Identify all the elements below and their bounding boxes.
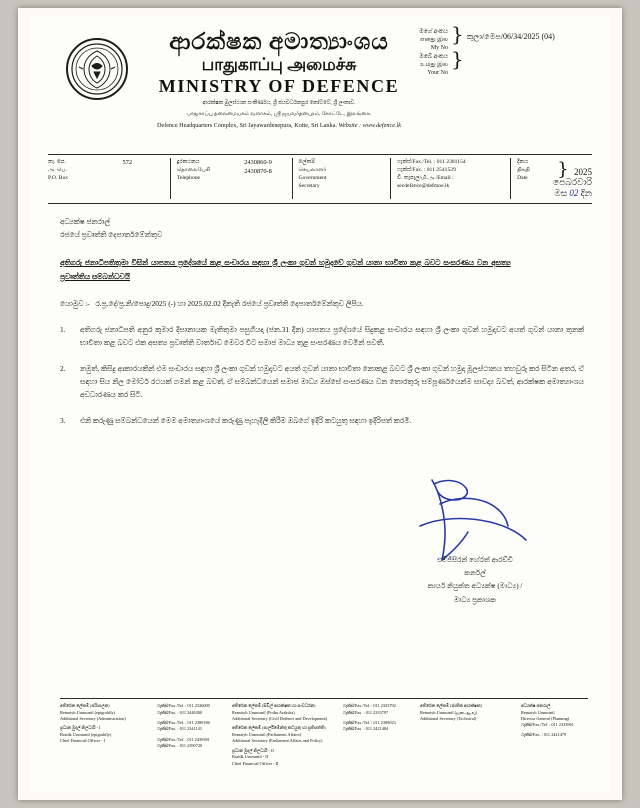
addressee-line-1: අධ්‍යක්ෂ ජනරාල් [60,217,111,226]
ministry-title-block [134,30,424,129]
paragraph-1 [60,324,584,350]
secretary-label-ta: செயலாளர் [298,167,327,174]
footer-line: Chief Financial Officer - II [232,760,279,766]
date-value [553,158,592,199]
footer-line: Braidk Urunurnil (epigrahfly) [60,731,112,737]
title-tamil: பாதுகாப்பு அமைச்சு [201,55,357,75]
footer-entry [521,703,583,729]
paragraph-3 [60,415,584,428]
addressee-line-2: රජයේ ප්‍රවෘත්ති දෙපාර්තමේන්තුව [60,229,163,239]
paragraph-3-text: එනි කරුණු සම්බන්ධයෙන් මෙම අමාත්‍යාංශයේ කරුණු පැහැදිලි කිරීම ඔබගේ ඉදිරි කටයුතු සඳහා ඉදිරිපත් කරමි. [80,415,412,425]
website-url: www.defence.lk [362,122,401,130]
footer-contact: ෆැක්ස්/Fax. : 011 2341141 [157,726,202,732]
footer-contact: ෆැක්ස්/Fax./Tel. : 011 2333961 [521,722,574,728]
footer-line: Additional Secretary (Civil Defence and Development) [232,715,328,721]
footer-column-2 [157,703,232,770]
pobox-value: 572 [122,159,133,166]
title-sinhala: ආරක්ෂක අමාත්‍යාංශය [169,29,389,54]
signatory-title-1: කාර්ය නියුක්ත අධ්‍යක්ෂ (මාධ්‍ය) / [427,582,523,591]
telephone-labels [170,158,244,199]
reference-text: ර.ප්‍ර.දේ/ප්‍ර.නි/පොදු/2025 (-) හා 2025.02.02 දිනැති රජයේ ප්‍රවෘත්ති දෙපාර්තමේන්තුව ලිපිය. [95,299,364,309]
footer-line: අතිරේක ලේකම් (ජාතික ආරක්ෂක) [420,703,482,709]
footer-entry [232,748,338,767]
date-prefix: 2025 පෙබරවාරි මස [553,167,592,198]
footer-contact: ෆැක්ස්/Fax./Tel. : 011 2389186 [157,719,210,725]
footer-line: Remaiyh Urunurnil (epigrahfly) [60,709,116,715]
footer-column-5 [420,703,521,770]
pobox-label-en: P.O. Box [48,175,69,182]
secretary-label-si: ලේකම් [298,159,316,165]
letter-sheet [30,16,610,792]
footer-line: Remaiyh Urunurnil (ஜன.ஆ.வ) [420,709,477,715]
telephone-value-2: 2430870-8 [244,168,272,176]
pobox-labels [48,158,122,199]
telephone-label-en: Telephone [176,175,201,182]
footer-contact: ෆැක්ස්/Fax./Tel. : 011 2333792 [343,703,396,709]
secretary-label-en2: Secretary [298,183,320,190]
footer-entry [232,725,338,744]
email-line[interactable]: වි. තැපෑල/மி.அ./Email : secdefence@defmoe.lk [397,175,454,190]
footer-column-4 [343,703,420,770]
reference-label: යොමුව :- [60,299,90,309]
paragraph-2-number: 2. [60,363,66,373]
my-no-labels [396,28,451,52]
footer-entry [60,725,152,744]
my-no-label-ta: எனது இல [419,37,448,44]
fax-line-2: ෆැක්ස්/Fax. : 011 2541529 [397,167,456,174]
subtitle-sinhala: ආරක්ෂක මුලස්ථාන සංකීර්ණය, ශ්‍රී ජයවර්ධනපුර කෝට්ටේ, ශ්‍රී ලංකාව. [202,99,356,106]
paragraph-2-text: නමුත්, කිසිදු ආකාරයකින් එම සංචාරය සඳහා ශ්‍රී ලංකා ගුවන් හමුදාවට අයත් ගුවන් යානා භාවිතා නොකළ බවට ශ්‍රී ලංකා ගුවන් හමුදා මූලස්ථානය තහවුරු කර සිටින අතර, ඒ සඳහා සිය නිල මෝටර් රථයක් ගමන් කළ බවත්, ඒ සම්බන්ධයෙන් සමාජ මාධ්‍ය ඔස්සේ සංසරණය වන තොරතුරු සම්පූර්ණයෙන්ම සාවද්‍ය බවත්, ආරක්ෂක අමාත්‍යාංශය අවධාරණය කර සිටී. [80,363,584,399]
footer-contact: ෆැක්ස්/Fax./Tel. : 011 2439381 [157,736,210,742]
footer-contact: ෆැක්ස්/Fax. : 011 2333797 [343,709,389,715]
footer-entry [232,703,338,722]
footer-column-3 [232,703,343,770]
date-label-si: දිනය [517,159,529,165]
signatory-rank: කර්නල් [464,569,486,578]
my-no-label-en: My No [430,45,448,52]
footer-line: ප්‍රධාන මුදල් නිලධාරි - I [60,725,101,731]
footer-line: අතිරේක ලේකම් (සිවිල් ආරක්ෂක හා සංවර්ධන) [232,703,316,709]
your-no-labels [396,53,451,77]
contact-strip [48,155,592,204]
my-no-label-si: මගේ අංකය [419,29,448,35]
footer-line: අතිරේක ලේකම් (පාර්ලිමේන්තු කටයුතු හා ප්‍රතිපත්ති) [232,725,326,731]
your-no-label-en: Your No [427,70,448,77]
subtitle-tamil: பாதுகாப்பு தலைமையகம் வளாகம், ஸ்ரீ ஜயவர்தனபுரம், கோட்டே, இலங்கை. [186,110,372,117]
national-emblem-icon [66,38,128,100]
paragraph-2 [60,363,584,402]
pobox-label-ta: அ. பெ. [48,167,67,174]
document-page [18,8,622,800]
my-no-row [396,22,592,52]
title-english: MINISTRY OF DEFENCE [158,75,400,96]
footer-contact: ෆැක්ස්/Fax. : 011 2421484 [343,726,389,732]
footer-contact: ෆැක්ස්/Fax. : 011 2446300 [157,709,203,715]
footer-line: Additional Secretary (Administration) [60,715,126,721]
address-english [134,122,424,129]
signatory-name: එම්ජිසිරන් හේරත් ආරච්චි [437,555,513,564]
address-text: Defence Headquarters Complex, Sri Jayawardenepura, Kotte, Sri Lanka. [157,122,337,130]
footer-entry [60,703,152,722]
footer-column-1 [60,703,157,770]
footer-line: Remaiyh Urunurnil [521,709,555,715]
website-label: Website : [338,122,362,130]
footer-contact: ෆැක්ස්/Fax./Tel. : 011 2326000 [157,703,210,709]
pobox-label-si: තැ. පෙ. [48,159,66,165]
signature-area [60,480,584,604]
telephone-value-1: 2430860-9 [244,159,272,166]
brace-icon: } [451,47,464,72]
date-labels [510,158,553,199]
footer-line: Remaiyh Urunurnil (Pothu Araksha) [232,709,295,715]
footer-contact: ෆැක්ස්/Fax./Tel. : 011 2389023 [343,719,396,725]
letter-body [60,216,584,604]
footer-column-6 [521,703,588,770]
footer-line: Additional Secretary (Parliament Affairs and Policy) [232,738,323,744]
fax-email-block [390,158,510,199]
my-no-value: කුලා/මෙප/06/34/2025 (04) [466,32,555,41]
footer-contact: ෆැක්ස්/Fax. : 011 2421479 [521,731,567,737]
your-no-label-si: ඔබේ අංකය [419,54,448,61]
footer-line: Additional Secretary (Technical) [420,715,477,721]
telephone-label-ta: தொலைபேசி [176,167,211,174]
secretary-label-en1: Government [298,175,327,182]
reference-block [396,22,592,79]
paragraph-1-number: 1. [60,324,66,334]
footer-entry [420,703,516,722]
footer-line: Director General (Planning) [521,715,570,721]
paragraph-3-number: 3. [60,415,66,425]
fax-line-1: ෆැක්ස්/Fax./Tel. : 011 2381154 [397,159,466,165]
your-no-label-ta: உமது இல [420,62,448,69]
footer-line: Chief Financial Officer - I [60,738,106,744]
brace-icon: } [557,159,569,180]
signature-block [360,554,590,607]
footer-line: Remaiyh Urunurnil (Parliament Affairs) [232,731,302,737]
brace-icon: } [451,22,464,46]
date-day: 02 [569,188,579,198]
telephone-values [244,158,291,199]
footer-line: ප්‍රධාන මුදල් නිලධාරි - II [232,747,274,753]
footer-line: අතිරේක ලේකම් (පරිපාලන) [60,703,110,709]
secretary-labels [292,158,391,199]
letter-reference-line [60,298,584,311]
letterhead-footer [60,698,588,770]
footer-contact: ෆැක්ස්/Fax. : 011 2390720 [157,743,203,749]
date-label-ta: திகதி [517,167,530,174]
telephone-label-si: දුරකථනය [176,159,200,165]
date-label-en: Date [517,175,528,182]
signatory-title-2: මාධ්‍ය ප්‍රකාශක [453,595,497,604]
date-suffix: දින [580,188,592,198]
letter-subject: අතිගරු ජනාධිපතිතුමා විසින් යාපනය ප්‍රදේශයේ කළ සංචාරය සඳහා ශ්‍රී ලංකා ගුවන් හමුදාවේ ගුවන් යානා භාවිතා කළ බවට සංසරණය වන අසත්‍ය ප්‍රවෘත්තිය සම්බන්ධවයි [60,257,511,281]
footer-line: Braidk Urunurnil - II [232,754,269,760]
footer-line: අධ්‍යක්ෂ ජනරාල් [521,703,551,709]
letterhead [48,24,592,155]
paragraph-1-text: අතිගරු ජනාධිපති අනුර කුමාර දිසානායක මැතිතුමා පසුගියදා (ජන.31 දින) යාපනය ප්‍රදේශයේ සිදුකළ සංචාරය සඳහා ශ්‍රී ලංකා ගුවන් හමුදාවට අයත් ගුවන් යානා තුනක් භාවිතා කළ බවට එක අසත්‍ය ප්‍රවෘත්ති වාර්තාව මෙවර විට සමාජ මාධ්‍ය තුළ සංසරණය වෙමින් පවතී. [80,324,584,347]
